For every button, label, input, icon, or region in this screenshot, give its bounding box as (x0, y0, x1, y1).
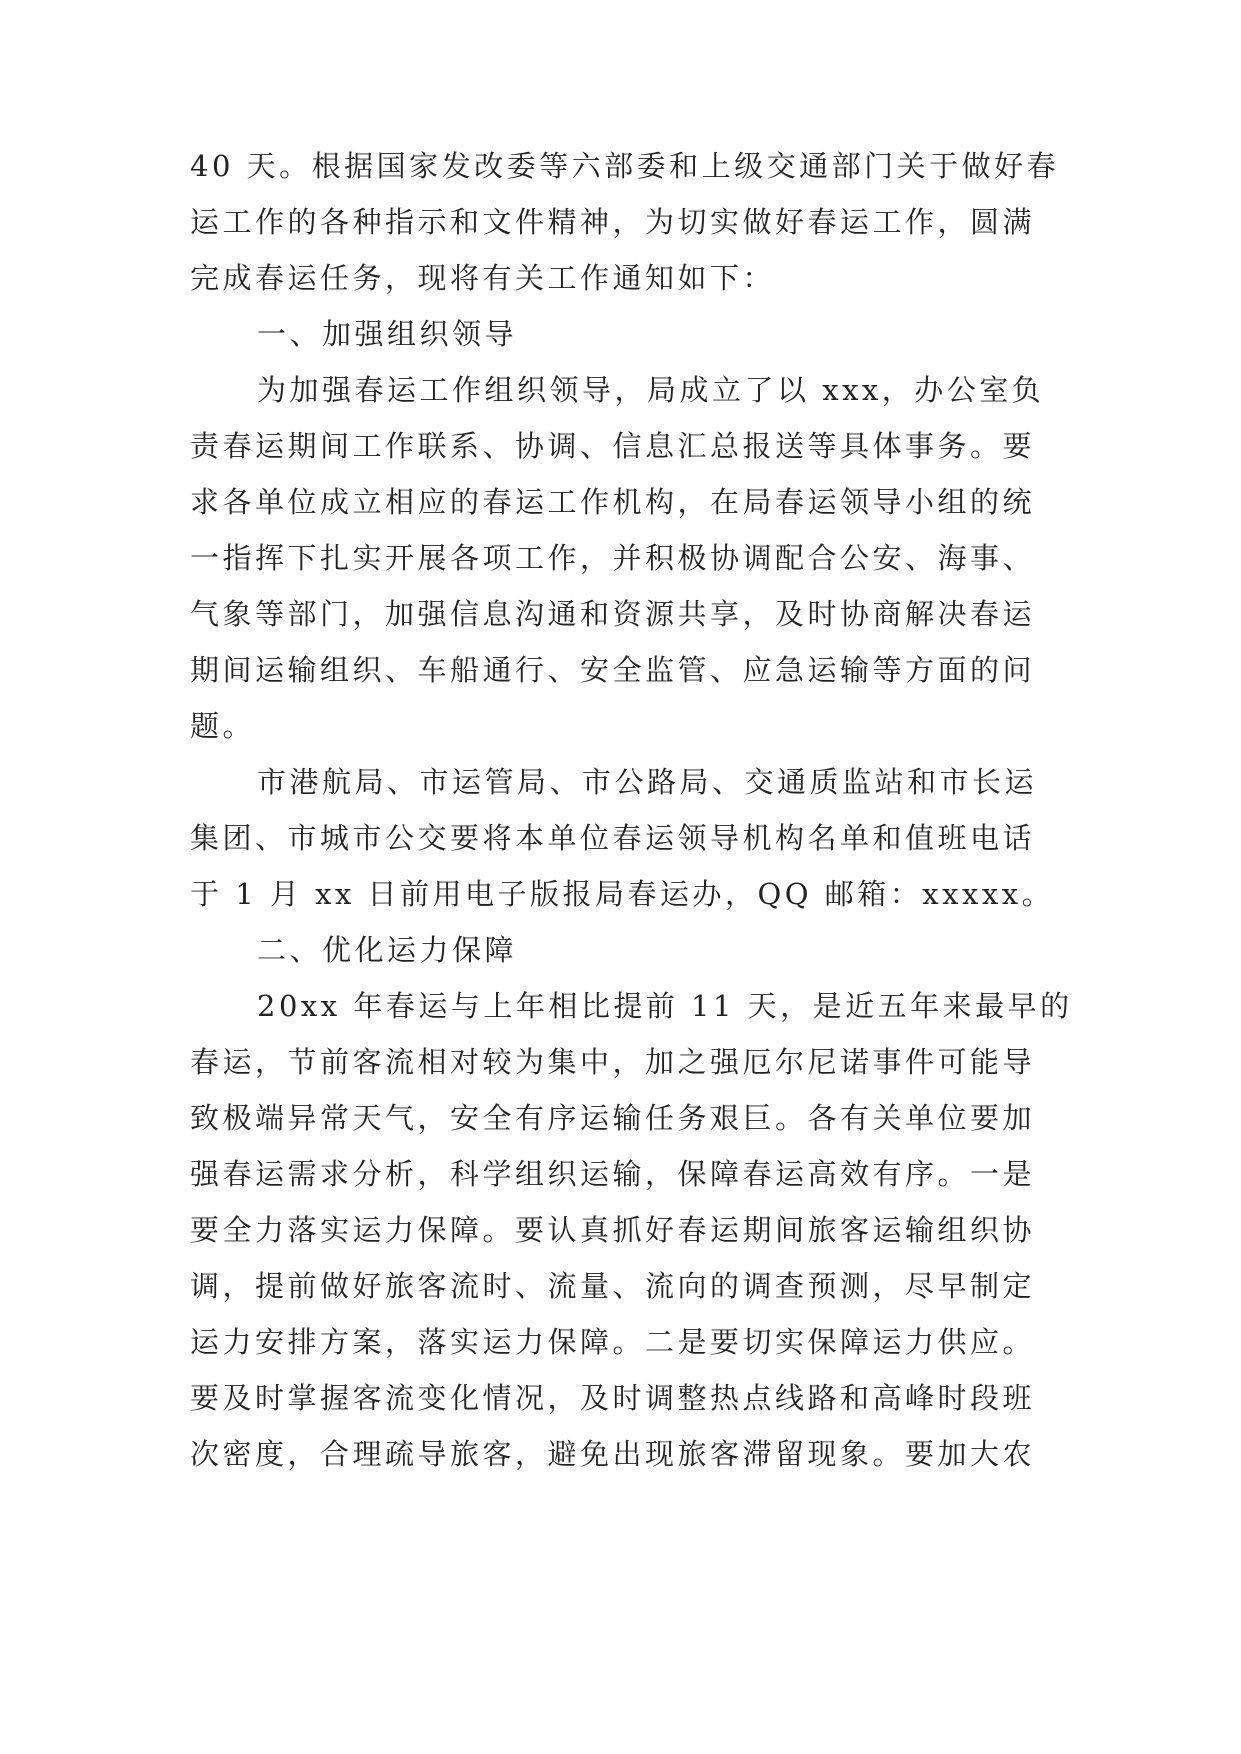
section-heading: 一、加强组织领导 (257, 317, 518, 351)
text-line: 调，提前做好旅客流时、流量、流向的调查预测，尽早制定 (190, 1269, 1036, 1303)
text-line: 要及时掌握客流变化情况，及时调整热点线路和高峰时段班 (190, 1381, 1036, 1415)
text-line: 题。 (190, 709, 256, 743)
text-line: 次密度，合理疏导旅客，避免出现旅客滞留现象。要加大农 (190, 1437, 1036, 1471)
text-line: 致极端异常天气，安全有序运输任务艰巨。各有关单位要加 (190, 1101, 1036, 1135)
text-line: 40 天。根据国家发改委等六部委和上级交通部门关于做好春 (190, 149, 1060, 183)
text-line: 一指挥下扎实开展各项工作，并积极协调配合公安、海事、 (190, 541, 1036, 575)
text-line: 要全力落实运力保障。要认真抓好春运期间旅客运输组织协 (190, 1213, 1036, 1247)
text-line: 气象等部门，加强信息沟通和资源共享，及时协商解决春运 (190, 597, 1036, 631)
text-line: 运力安排方案，落实运力保障。二是要切实保障运力供应。 (190, 1325, 1036, 1359)
text-line: 运工作的各种指示和文件精神，为切实做好春运工作，圆满 (190, 205, 1036, 239)
text-line: 求各单位成立相应的春运工作机构，在局春运领导小组的统 (190, 485, 1036, 519)
text-line: 集团、市城市公交要将本单位春运领导机构名单和值班电话 (190, 821, 1036, 855)
text-line: 于 1 月 xx 日前用电子版报局春运办，QQ 邮箱：xxxxx。 (190, 877, 1055, 911)
text-line: 春运，节前客流相对较为集中，加之强厄尔尼诺事件可能导 (190, 1045, 1036, 1079)
text-line: 完成春运任务，现将有关工作通知如下： (190, 261, 776, 295)
text-line: 强春运需求分析，科学组织运输，保障春运高效有序。一是 (190, 1157, 1036, 1191)
text-line: 为加强春运工作组织领导，局成立了以 xxx，办公室负 (257, 373, 1045, 407)
text-line: 责春运期间工作联系、协调、信息汇总报送等具体事务。要 (190, 429, 1036, 463)
text-line: 期间运输组织、车船通行、安全监管、应急运输等方面的问 (190, 653, 1036, 687)
text-line: 20xx 年春运与上年相比提前 11 天，是近五年来最早的 (257, 989, 1073, 1023)
section-heading: 二、优化运力保障 (257, 933, 518, 967)
text-line: 市港航局、市运管局、市公路局、交通质监站和市长运 (257, 765, 1038, 799)
